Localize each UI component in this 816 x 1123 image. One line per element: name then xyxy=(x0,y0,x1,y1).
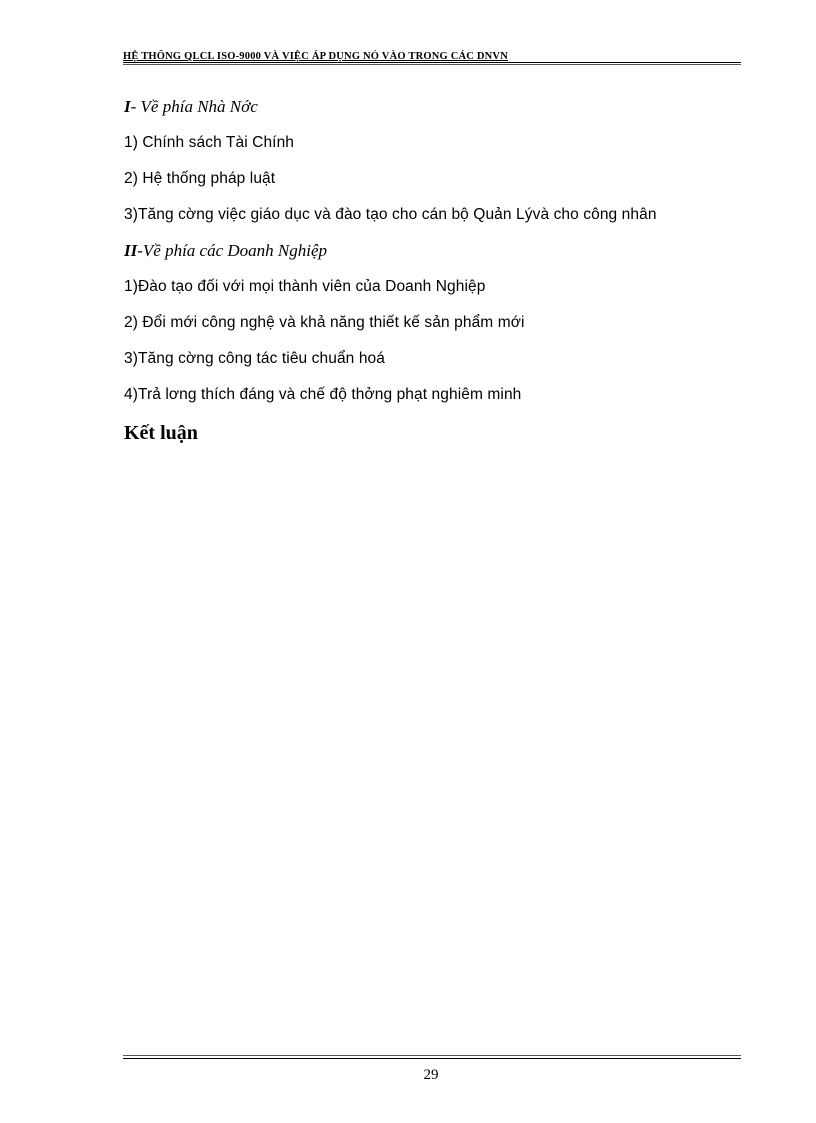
list-item: 1) Chính sách Tài Chính xyxy=(124,134,295,151)
list-item: 3)Tăng cờng việc giáo dục và đào tạo cho cán bộ Quản Lývà cho công nhân xyxy=(124,206,657,223)
section-title: -Về phía các Doanh Nghiệp xyxy=(137,241,328,260)
header-rule-secondary xyxy=(123,64,741,65)
header-rule xyxy=(123,62,741,63)
footer-rule-secondary xyxy=(123,1058,741,1059)
list-item: 2) Hệ thống pháp luật xyxy=(124,170,276,187)
running-header: HỆ THỐNG QLCL ISO-9000 VÀ VIỆC ÁP DỤNG NÓ VÀO TRONG CÁC DNVN xyxy=(123,51,508,62)
list-item: 3)Tăng cờng công tác tiêu chuẩn hoá xyxy=(124,350,385,367)
list-item: 4)Trả lơng thích đáng và chế độ thởng phạt nghiêm minh xyxy=(124,386,522,403)
list-item: 2) Đổi mới công nghệ và khả năng thiết kế sản phẩm mới xyxy=(124,314,525,331)
footer-rule xyxy=(123,1055,741,1056)
section-number: I xyxy=(124,97,131,116)
list-item: 1)Đào tạo đối với mọi thành viên của Doanh Nghiệp xyxy=(124,278,486,295)
section-number: II xyxy=(124,241,138,260)
conclusion-heading: Kết luận xyxy=(124,422,198,444)
page-number: 29 xyxy=(423,1067,439,1083)
section-heading-state xyxy=(124,96,258,118)
section-title: - Về phía Nhà Nớc xyxy=(130,97,258,116)
section-heading-enterprise xyxy=(124,240,327,262)
